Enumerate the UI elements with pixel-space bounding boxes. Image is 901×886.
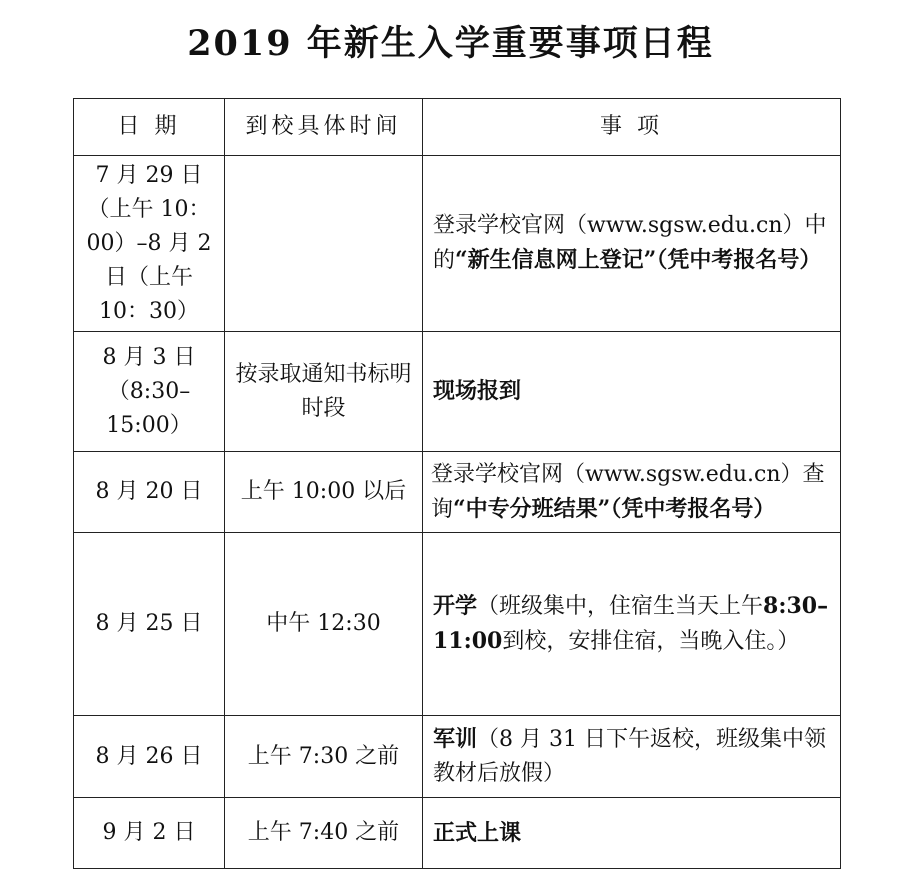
- item-cell: [423, 156, 841, 332]
- header-row: [74, 99, 841, 156]
- time-cell: 按录取通知书标明时段: [225, 332, 423, 452]
- date-cell: 8 月 25 日: [74, 533, 225, 716]
- item-cell: [423, 452, 841, 533]
- time-cell: 中午 12:30: [225, 533, 423, 716]
- date-cell: 7 月 29 日（上午 10：00）–8 月 2 日（上午 10：30）: [74, 156, 225, 332]
- item-text: 登录学校官网（www.sgsw.edu.cn）中的: [433, 213, 827, 273]
- item-highlight-time: 8:30–11:00: [433, 593, 829, 654]
- time-cell: [225, 156, 423, 332]
- item-highlight: “中专分班结果”（凭中考报名号）: [453, 495, 776, 522]
- item-cell: [423, 716, 841, 798]
- header-time: 到校具体时间: [225, 99, 423, 156]
- time-cell: 上午 7:30 之前: [225, 716, 423, 798]
- item-text: 登录学校官网（www.sgsw.edu.cn）查询: [431, 461, 825, 522]
- item-highlight: 正式上课: [433, 819, 522, 846]
- item-text-tail: 到校，安排住宿，当晚入住。）: [502, 629, 800, 654]
- header-date: 日 期: [74, 99, 225, 156]
- date-cell: 8 月 26 日: [74, 716, 225, 798]
- schedule-table: [73, 98, 841, 869]
- time-cell: 上午 10:00 以后: [225, 452, 423, 533]
- item-cell: [423, 533, 841, 716]
- page-title: 2019 年新生入学重要事项日程: [187, 23, 714, 64]
- date-cell: 9 月 2 日: [74, 798, 225, 869]
- date-cell: 8 月 3 日（8:30–15:00）: [74, 332, 225, 452]
- item-text: （8 月 31 日下午返校，班级集中领教材后放假）: [433, 727, 826, 786]
- item-highlight: 军训: [433, 726, 478, 752]
- item-cell: [423, 332, 841, 452]
- item-highlight: 开学: [433, 593, 478, 619]
- item-text: （班级集中，住宿生当天上午: [477, 594, 764, 619]
- table-row: [74, 156, 841, 332]
- table-row: [74, 452, 841, 533]
- item-cell: [423, 798, 841, 869]
- item-highlight: “新生信息网上登记”（凭中考报名号）: [455, 247, 822, 273]
- table-row: [74, 798, 841, 869]
- table-row: [74, 533, 841, 716]
- item-highlight: 现场报到: [433, 378, 522, 404]
- header-item: 事 项: [423, 99, 841, 156]
- table-row: [74, 332, 841, 452]
- table-row: [74, 716, 841, 798]
- date-cell: 8 月 20 日: [74, 452, 225, 533]
- time-cell: 上午 7:40 之前: [225, 798, 423, 869]
